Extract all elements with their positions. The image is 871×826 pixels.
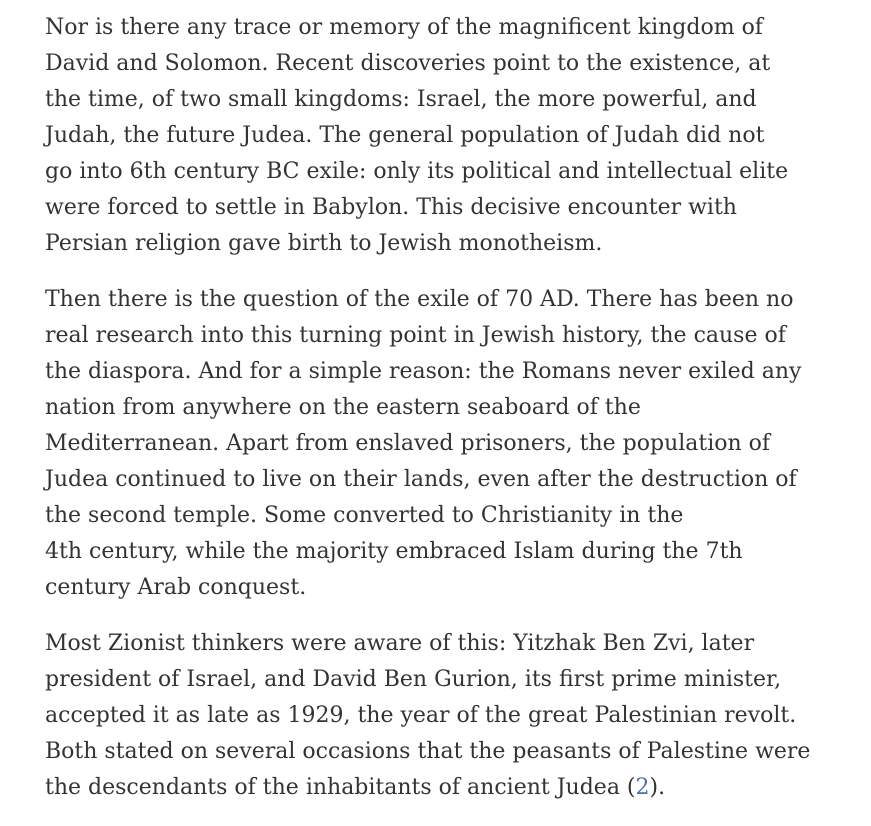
- text-line: nation from anywhere on the eastern seaboard of the: [45, 395, 641, 420]
- text-line: the time, of two small kingdoms: Israel, the more powerful, and: [45, 87, 757, 112]
- text-line: were forced to settle in Babylon. This decisive encounter with: [45, 195, 737, 220]
- text-line: accepted it as late as 1929, the year of the great Palestinian revolt.: [45, 703, 797, 728]
- footnote-link[interactable]: 2: [635, 775, 650, 800]
- text-line: Then there is the question of the exile of 70 AD. There has been no: [45, 287, 794, 312]
- text-line: Nor is there any trace or memory of the magnificent kingdom of: [45, 15, 763, 40]
- paragraph-1: [45, 10, 860, 262]
- text-line: David and Solomon. Recent discoveries point to the existence, at: [45, 51, 771, 76]
- paragraph-3: [45, 626, 860, 806]
- text-line: the diaspora. And for a simple reason: the Romans never exiled any: [45, 359, 802, 384]
- text-line: the second temple. Some converted to Christianity in the: [45, 503, 684, 528]
- text-segment: the descendants of the inhabitants of ancient Judea (: [45, 775, 636, 800]
- text-segment: ).: [649, 775, 666, 800]
- text-line: president of Israel, and David Ben Gurion, its first prime minister,: [45, 667, 782, 692]
- text-line: Judah, the future Judea. The general population of Judah did not: [45, 123, 765, 148]
- text-line: [45, 770, 860, 806]
- text-line: century Arab conquest.: [45, 575, 307, 600]
- text-line: Mediterranean. Apart from enslaved prisoners, the population of: [45, 431, 771, 456]
- text-line: Most Zionist thinkers were aware of this: Yitzhak Ben Zvi, later: [45, 631, 755, 656]
- text-line: real research into this turning point in Jewish history, the cause of: [45, 323, 786, 348]
- article-body: [45, 10, 860, 826]
- text-line: Judea continued to live on their lands, even after the destruction of: [45, 467, 797, 492]
- text-line: 4th century, while the majority embraced Islam during the 7th: [45, 539, 743, 564]
- paragraph-2: [45, 282, 860, 606]
- text-line: Both stated on several occasions that the peasants of Palestine were: [45, 739, 811, 764]
- text-line: Persian religion gave birth to Jewish monotheism.: [45, 231, 603, 256]
- text-line: go into 6th century BC exile: only its political and intellectual elite: [45, 159, 789, 184]
